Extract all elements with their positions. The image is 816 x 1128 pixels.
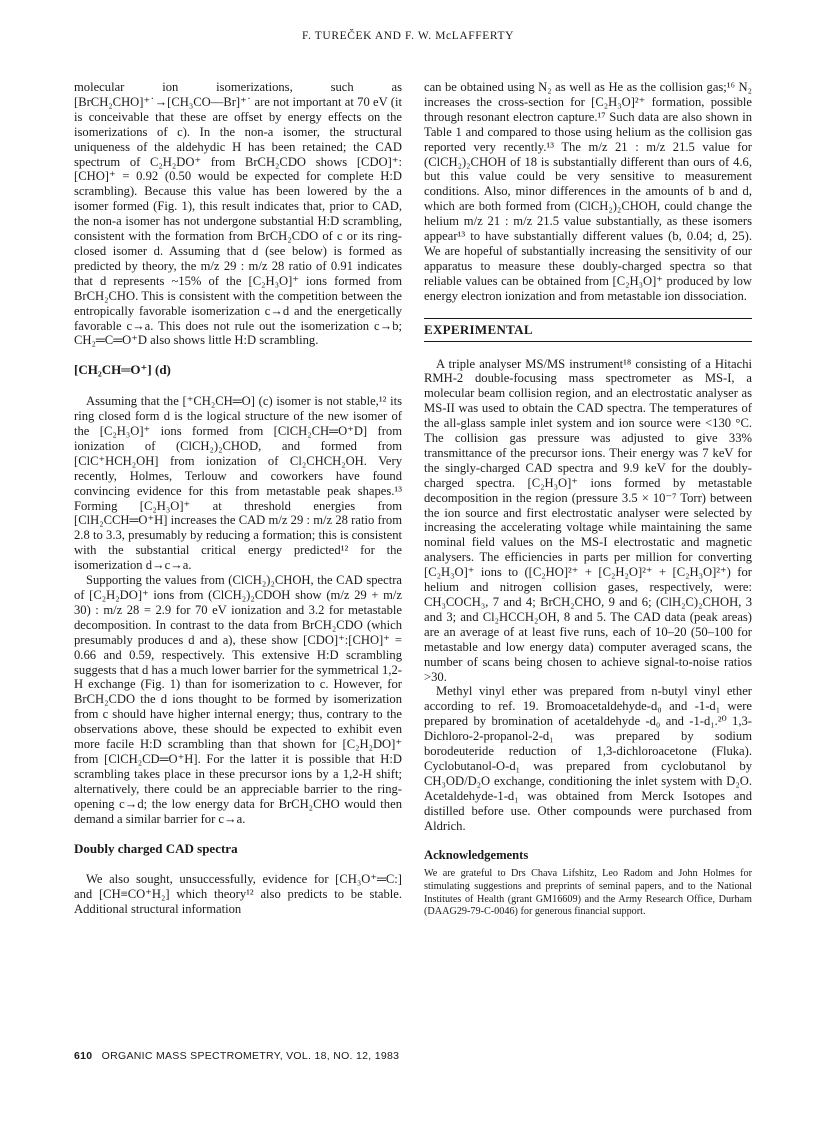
body-paragraph: We also sought, unsuccessfully, evidence for [CH₃O⁺═C:] and [CH≡CO⁺H₂] which theory¹² also predicts to be stable. Additional structural information: [74, 872, 402, 917]
section-heading-experimental: EXPERIMENTAL: [424, 318, 752, 342]
body-paragraph: A triple analyser MS/MS instrument¹⁸ consisting of a Hitachi RMH-2 double-focusing mass spectrometer as MS-I, a molecular beam collision region, and an electrostatic analyser as MS-II was used to obtain the CAD spectra. The temperatures of the all-glass sample inlet system and ion source were <130 °C. The collision gas pressure was adjusted to give 33% transmittance of the precursor ions. Their energy was 7 keV for the singly-charged CAD spectra and 9.9 keV for the doubly-charged spectra. [C₂H₃O]⁺ ions formed by metastable decomposition in the region (pressure 3.5 × 10⁻⁷ Torr) between the ion source and first electrostatic analyser were selected by increasing the accelerating voltage while maintaining the same nominal field values on the MS-I electrostatic and magnetic analysers. The efficiencies in parts per million for converting [C₂H₃O]⁺ ions to ([C₂HO]²⁺ + [C₂H₂O]²⁺ + [C₂H₃O]²⁺) for helium and nitrogen collision gases, respectively, were: CH₃COCH₃, 7 and 4; BrCH₂CHO, 9 and 6; (ClH₂C)₂CHOH, 3 and 3; and Cl₂HCCH₂OH, 8 and 5. The CAD data (peak areas) are an average of at least five runs, each of 10–20 (50–100 for metastable and low energy data) computer averaged scans, the number of scans being chosen to achieve signal-to-noise ratios >30.: [424, 356, 752, 684]
body-paragraph: Assuming that the [⁺CH₂CH═O] (c) isomer is not stable,¹² its ring closed form d is the logical structure of the new isomer of the [C₂H₃O]⁺ ions formed from [ClCH₂CH═O⁺D] from ionization of (ClCH₂)₂CHOD, and formed from [ClC⁺HCH₂OH] from ionization of Cl₂CHCH₂OH. Very recently, Holmes, Terlouw and coworkers have found convincing evidence for this from metastable peak shapes.¹³ Forming [C₂H₃O]⁺ at threshold energies from [ClH₂CCH═O⁺H] increases the CAD m/z 29 : m/z 28 ratio from 2.8 to 3.3, presumably by reducing a formation; this is consistent with the substantial critical energy predicted¹² for the isomerization d→c→a.: [74, 394, 402, 573]
section-heading-d-isomer: [CH₂CH═O⁺] (d): [74, 362, 171, 378]
body-paragraph: Supporting the values from (ClCH₂)₂CHOH, the CAD spectra of [C₂H₂DO]⁺ ions from (ClCH₂)₂CDOH show (m/z 29 + m/z 30) : m/z 28 = 2.9 for 70 eV ionization and 3.2 for metastable decomposition. In contrast to the data from BrCH₂CDO (which presumably produces d and a), these show [CDO]⁺:[CHO]⁺ = 0.66 and 0.59, respectively. This extensive H:D scrambling suggests that d has a much lower barrier for the symmetrical 1,2-H exchange (Fig. 1) than for isomerization to c. However, for BrCH₂CDO the d ions thought to be formed by isomerization from c should have higher internal energy; thus, contrary to the observations above, these should be expected to exhibit even more facile H:D scrambling than that shown for [C₂H₂DO]⁺ from [ClCH₂CD═O⁺H]. For the latter it is possible that H:D scrambling takes place in these precursor ions by a 1,2-H shift; alternatively, there could be an appreciable barrier to the ring-opening c→d; the low energy data for BrCH₂CHO would then demand a similar barrier for c→a.: [74, 573, 402, 826]
left-column: [74, 80, 402, 917]
page-footer: [74, 1050, 399, 1062]
body-paragraph: Methyl vinyl ether was prepared from n-butyl vinyl ether according to ref. 19. Bromoacetaldehyde-d₀ and -1-d₁ were prepared by bromination of acetaldehyde -d₀ and -1-d₁.²⁰ 1,3-Dichloro-2-propanol-2-d₁ was prepared by sodium borodeuteride reduction of 1,3-dichloroacetone (Fluka). Cyclobutanol-O-d₁ was prepared from cyclobutanol by CH₃OD/D₂O exchange, conditioning the inlet system with D₂O. Acetaldehyde-1-d₁ was obtained from Merck Isotopes and distilled before use. Other compounds were purchased from Aldrich.: [424, 684, 752, 833]
right-column: [424, 80, 752, 919]
section-heading-doubly-charged: Doubly charged CAD spectra: [74, 840, 238, 856]
body-paragraph: can be obtained using N₂ as well as He as the collision gas;¹⁶ N₂ increases the cross-section for [C₂H₃O]²⁺ formation, possible through resonant electron capture.¹⁷ Such data are also shown in Table 1 and compared to those using helium as the collision gas reported very recently.¹³ The m/z 21 : m/z 21.5 value for (ClCH₂)₂CHOH of 18 is substantially different than ours of 4.6, but this value could be very sensitive to measurement conditions. Also, minor differences in the amounts of b and d, which are both formed from (ClCH₂)₂CHOH, could change the helium m/z 21 : m/z 21.5 value substantially, as these isomers appear¹³ to have substantially different values (b, 0.04; d, 25). We are hopeful of substantially increasing the sensitivity of our apparatus to measure these doubly-charged spectra so that reliable values can be obtained from [C₂H₃O]⁺ produced by low energy electron ionization and from metastable ion dissociation.: [424, 80, 752, 303]
acknowledgements-text: We are grateful to Drs Chava Lifshitz, Leo Radom and John Holmes for stimulating suggestions and preprints of seminal papers, and to the National Institutes of Health (grant GM16609) and the Army Research Office, Durham (DAAG29-79-C-0046) for generous financial support.: [424, 868, 752, 918]
acknowledgements-heading: Acknowledgements: [424, 847, 529, 862]
body-paragraph: molecular ion isomerizations, such as [BrCH₂CHO]⁺˙→[CH₃CO—Br]⁺˙ are not important at 70 eV (it is conceivable that these are offset by energy effects on the isomerizations of c). In the non-a isomer, the structural uniqueness of the aldehydic H has been retained; the CAD spectrum of C₂H₂DO⁺ from BrCH₂CDO shows [CDO]⁺:[CHO]⁺ = 0.92 (0.50 would be expected for complete H:D scrambling). Because this value has been lowered by the a isomer formed (Fig. 1), this result indicates that, prior to CAD, the non-a isomer has not undergone substantial H:D scrambling, consistent with the formation from BrCH₂CDO of c or its ring-closed isomer d. Assuming that d (see below) is formed as predicted by theory, the m/z 29 : m/z 28 ratio of 0.91 indicates that d represents ~15% of the [C₂H₃O]⁺ ions formed from BrCH₂CHO. This is consistent with the competition between the entropically favorable isomerization c→d and the energetically favorable c→a. This does not rule out the isomerization c→b; CH₂═C═O⁺D also shows little H:D scrambling.: [74, 80, 402, 348]
page-number: 610: [74, 1050, 93, 1062]
running-head: F. TUREČEK AND F. W. McLAFFERTY: [301, 30, 515, 42]
journal-citation: ORGANIC MASS SPECTROMETRY, VOL. 18, NO. 12, 1983: [101, 1050, 400, 1062]
